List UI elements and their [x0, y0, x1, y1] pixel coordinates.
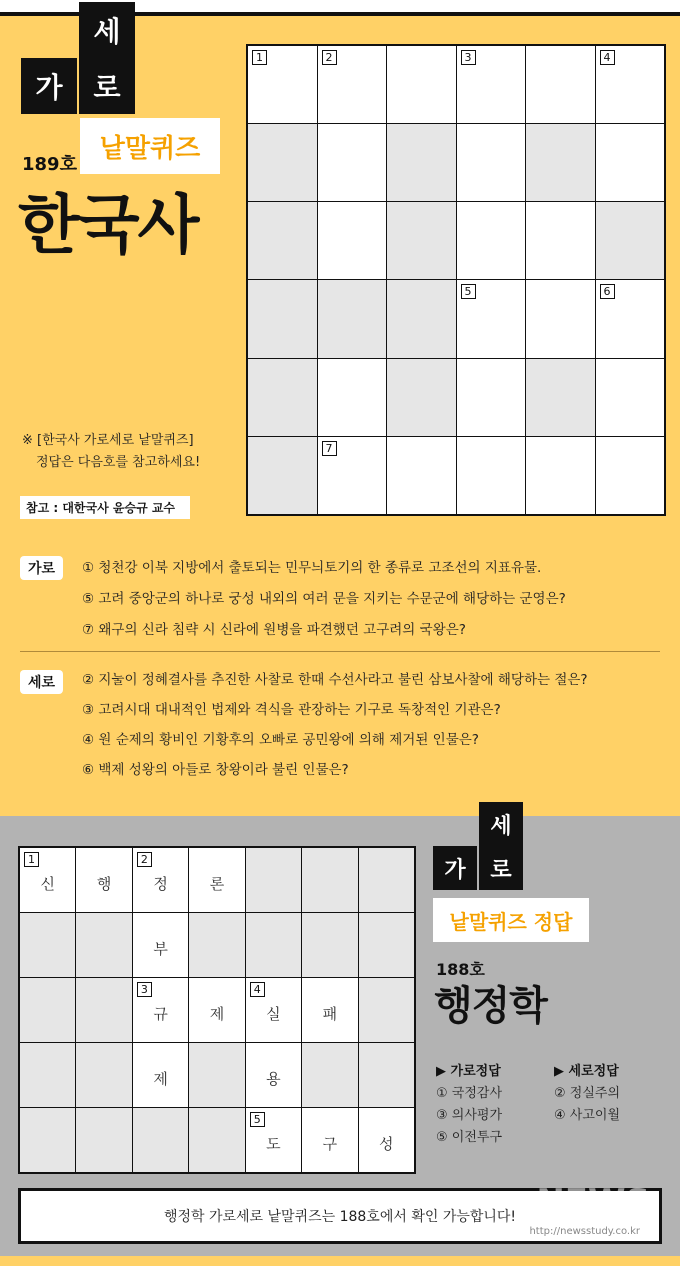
clue-number: 6	[600, 284, 615, 299]
grid-cell	[248, 124, 317, 201]
grid-cell	[20, 1043, 75, 1107]
answer-letter: 행	[96, 874, 112, 893]
grid-cell	[302, 1043, 357, 1107]
down-answers-head: ▶ 세로정답	[554, 1064, 619, 1079]
grid-cell	[189, 1043, 244, 1107]
grid-cell	[20, 848, 75, 912]
grid-cell	[596, 202, 665, 279]
grid-cell	[189, 1108, 244, 1172]
grid-cell	[248, 46, 317, 123]
grid-cell	[246, 978, 301, 1042]
clue-number: 1	[24, 852, 39, 867]
across-label: 가로	[20, 556, 63, 580]
answer-issue: 188호	[436, 960, 485, 979]
quiz-crossword-grid	[246, 44, 666, 516]
grid-cell	[526, 280, 595, 357]
grid-cell	[133, 978, 188, 1042]
grid-cell	[302, 978, 357, 1042]
watermark-url: http://newsstudy.co.kr	[529, 1226, 640, 1237]
grid-cell	[359, 913, 414, 977]
grid-cell	[359, 848, 414, 912]
answer-logo-se: 세	[479, 802, 523, 846]
answer-crossword-grid	[18, 846, 416, 1174]
clue-number: 2	[322, 50, 337, 65]
grid-cell	[248, 437, 317, 514]
quiz-issue: 189호	[22, 154, 77, 175]
grid-cell	[133, 1043, 188, 1107]
clue-number: 7	[322, 441, 337, 456]
grid-cell	[76, 1108, 131, 1172]
grid-cell	[133, 848, 188, 912]
grid-cell	[302, 913, 357, 977]
grid-cell	[318, 124, 387, 201]
grid-cell	[133, 1108, 188, 1172]
clue-number: 4	[600, 50, 615, 65]
grid-cell	[76, 848, 131, 912]
grid-cell	[457, 280, 526, 357]
clue-number: 4	[250, 982, 265, 997]
grid-cell	[76, 1043, 131, 1107]
grid-cell	[302, 848, 357, 912]
answer-letter: 정	[153, 874, 168, 893]
answer-logo-ro: 로	[479, 846, 523, 890]
grid-cell	[318, 437, 387, 514]
grid-cell	[457, 359, 526, 436]
down-label: 세로	[20, 670, 63, 694]
grid-cell	[246, 913, 301, 977]
grid-cell	[387, 280, 456, 357]
quiz-note	[22, 430, 200, 474]
clue-number: 2	[137, 852, 152, 867]
answer-badge: 낱말퀴즈 정답	[433, 898, 589, 942]
grid-cell	[318, 46, 387, 123]
note-line-1: ※ [한국사 가로세로 낱말퀴즈]	[22, 433, 194, 448]
across-clue: ⑤ 고려 중앙군의 하나로 궁성 내외의 여러 문을 지키는 수문군에 해당하는 군영은?	[82, 591, 566, 607]
answer-letter: 도	[266, 1134, 281, 1153]
grid-cell	[526, 437, 595, 514]
across-answer: ③ 의사평가	[436, 1108, 503, 1123]
grid-cell	[359, 1108, 414, 1172]
grid-cell	[20, 913, 75, 977]
answer-letter: 제	[153, 1069, 168, 1088]
clue-number: 5	[461, 284, 476, 299]
answer-letter: 실	[266, 1004, 281, 1023]
down-clue: ④ 원 순제의 황비인 기황후의 오빠로 공민왕에 의해 제거된 인물은?	[82, 732, 479, 748]
down-clue: ③ 고려시대 대내적인 법제와 격식을 관장하는 기구로 독창적인 기관은?	[82, 702, 501, 718]
quiz-badge: 낱말퀴즈	[80, 118, 220, 174]
answer-letter: 론	[209, 874, 225, 893]
down-clue: ② 지눌이 정혜결사를 추진한 사찰로 한때 수선사라고 불린 삼보사찰에 해당하는 절은?	[82, 672, 588, 688]
reference-label: 참고 : 대한국사 윤승규 교수	[20, 496, 190, 519]
grid-cell	[246, 848, 301, 912]
down-clue: ⑥ 백제 성왕의 아들로 창왕이라 불린 인물은?	[82, 762, 349, 778]
grid-cell	[20, 1108, 75, 1172]
clue-number: 3	[461, 50, 476, 65]
grid-cell	[526, 124, 595, 201]
down-answer: ④ 사고이월	[554, 1108, 621, 1123]
grid-cell	[302, 1108, 357, 1172]
grid-cell	[596, 46, 665, 123]
grid-cell	[596, 437, 665, 514]
answer-letter: 성	[379, 1134, 394, 1153]
grid-cell	[189, 848, 244, 912]
across-answer: ⑤ 이전투구	[436, 1130, 503, 1145]
grid-cell	[318, 280, 387, 357]
quiz-subject: 한국사	[18, 189, 198, 263]
grid-cell	[359, 978, 414, 1042]
clue-number: 5	[250, 1112, 265, 1127]
grid-cell	[387, 202, 456, 279]
grid-cell	[387, 46, 456, 123]
grid-cell	[76, 913, 131, 977]
grid-cell	[526, 359, 595, 436]
grid-cell	[387, 437, 456, 514]
across-answers-head: ▶ 가로정답	[436, 1064, 501, 1079]
answer-letter: 부	[153, 939, 168, 958]
watermark-brand: NEWS	[536, 1182, 650, 1222]
answer-letter: 규	[153, 1004, 168, 1023]
grid-cell	[526, 202, 595, 279]
clue-number: 1	[252, 50, 267, 65]
grid-cell	[457, 46, 526, 123]
across-clue: ⑦ 왜구의 신라 침략 시 신라에 원병을 파견했던 고구려의 국왕은?	[82, 622, 466, 638]
clue-divider	[20, 651, 660, 652]
grid-cell	[457, 437, 526, 514]
grid-cell	[246, 1043, 301, 1107]
answer-letter: 신	[40, 874, 55, 893]
grid-cell	[457, 124, 526, 201]
grid-cell	[133, 913, 188, 977]
answer-subject: 행정학	[434, 983, 547, 1029]
footer-notice: 행정학 가로세로 낱말퀴즈는 188호에서 확인 가능합니다!	[18, 1188, 662, 1244]
grid-cell	[248, 359, 317, 436]
grid-cell	[189, 978, 244, 1042]
logo-ga: 가	[21, 58, 77, 114]
answer-letter: 용	[266, 1069, 281, 1088]
grid-cell	[596, 280, 665, 357]
grid-cell	[189, 913, 244, 977]
grid-cell	[596, 359, 665, 436]
answer-letter: 제	[209, 1004, 225, 1023]
note-line-2: 정답은 다음호를 참고하세요!	[36, 455, 201, 470]
grid-cell	[20, 978, 75, 1042]
answer-logo-ga: 가	[433, 846, 477, 890]
grid-cell	[246, 1108, 301, 1172]
bottom-bar	[0, 1256, 680, 1266]
grid-cell	[596, 124, 665, 201]
grid-cell	[248, 202, 317, 279]
across-answer: ① 국정감사	[436, 1086, 503, 1101]
logo-se: 세	[79, 2, 135, 58]
grid-cell	[318, 202, 387, 279]
grid-cell	[318, 359, 387, 436]
grid-cell	[457, 202, 526, 279]
grid-cell	[248, 280, 317, 357]
logo-ro: 로	[79, 58, 135, 114]
grid-cell	[526, 46, 595, 123]
down-answer: ② 정실주의	[554, 1086, 621, 1101]
clue-number: 3	[137, 982, 152, 997]
grid-cell	[387, 359, 456, 436]
grid-cell	[387, 124, 456, 201]
grid-cell	[76, 978, 131, 1042]
answer-letter: 구	[322, 1134, 338, 1153]
across-clue: ① 청천강 이북 지방에서 출토되는 민무늬토기의 한 종류로 고조선의 지표유물.	[82, 560, 542, 576]
answer-letter: 패	[322, 1004, 338, 1023]
grid-cell	[359, 1043, 414, 1107]
